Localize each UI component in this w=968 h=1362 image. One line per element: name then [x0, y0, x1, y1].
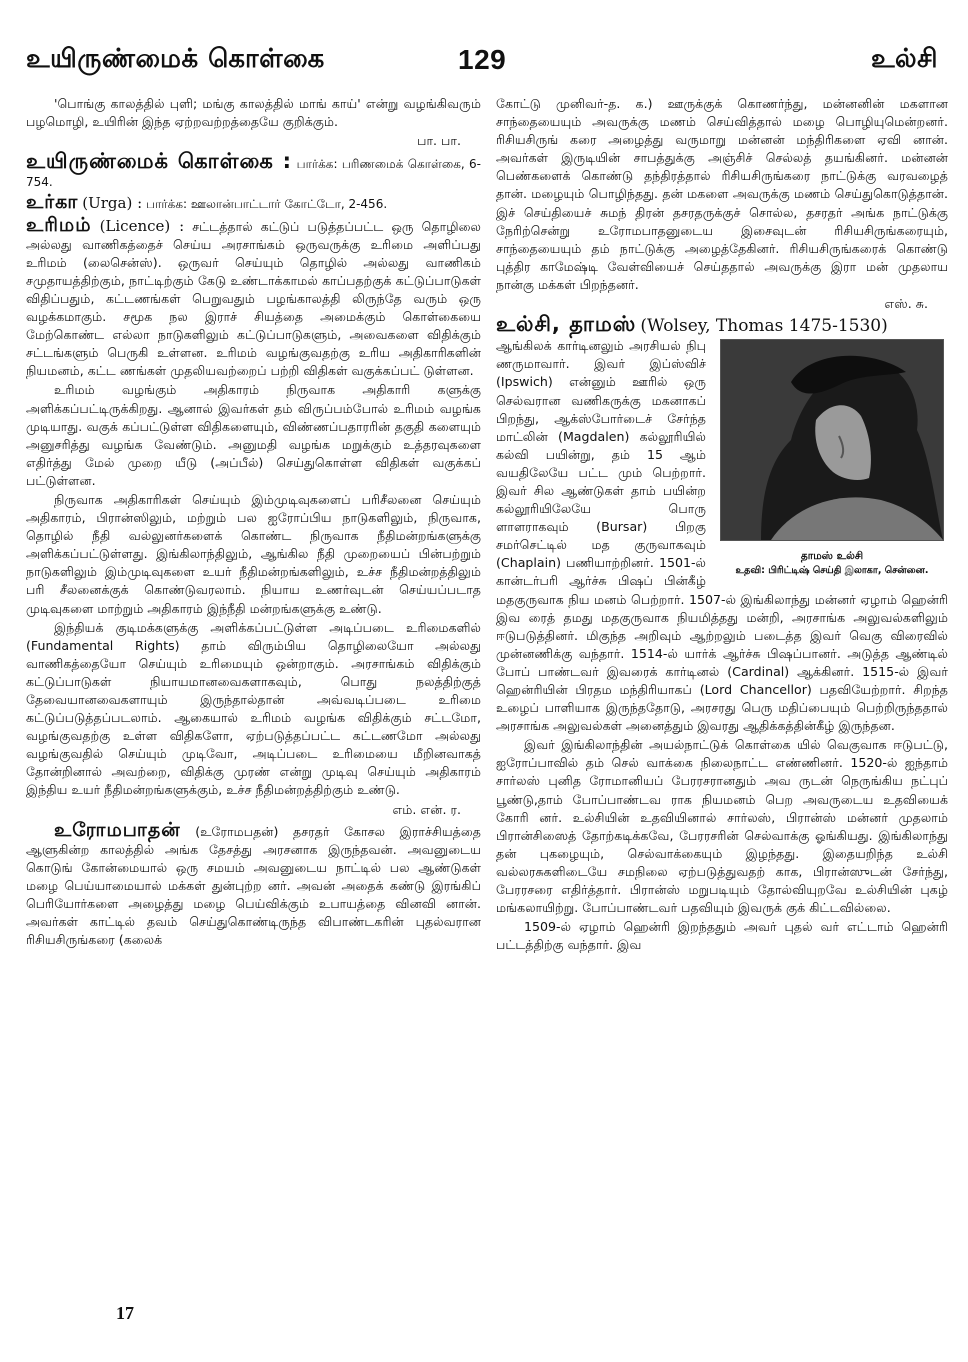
entry-paragraph: தசரதர் கோசல இராச்சியத்தை ஆளுகின்ற காலத்தில் அங்க தேசத்து அரசனாக இருந்தவன். அவனுடைய கொடுங் கோன்மையால் ஒரு சமயம் அவனுடைய நாட்டில் பல ஆண்டுகள் மழை பெய்யாமையால் மக்கள் துன்புற்ற னர். அவன் அதைக் கண்டு இரங்கிப் பெரியோர்களை அழைத்து மழை பெய்விக்கும் உபாயத்தை வினவி னான். அவர்கள் காட்டில் தவம் செய்துகொண்டிருந்த விபாண்டகரின் புதல்வரான ரிசியசிருங்கரை (கலைக் [26, 823, 481, 948]
entry-paragraph: நிருவாக அதிகாரிகள் செய்யும் இம்முடிவுகளைப் பரிசீலனை செய்யும் அதிகாரம், பிரான்ஸிலும், மற்றும் பல ஐரோப்பிய நாடுகளிலும், நிருவாக, தொழில் நீதி வல்லுனர்களைக் கொண்ட நிருவாக நீதிமன்றங்களுக்கு அளிக்கப்பட்டுள்ளது. இங்கிலாந்திலும், ஆங்கில நீதி முறையைப் பின்பற்றும் நாடுகளிலும் இம்முடிவுகளை உயர் நீதிமன்றங்களிலும், உச்ச நீதிமன்றத்திலும் பரி சீலனைக்குக் கொண்டுவரலாம். நியாய உணர்வுடன் செய்யப்படாத முடிவுகளை மாற்றும் அதிகாரம் இந்நீதி மன்றங்களுக்கு உண்டு. [26, 491, 481, 616]
entry-latin-name: (Licence) : [99, 216, 185, 235]
left-column [26, 95, 481, 950]
entry-headword: உரிமம் [26, 213, 92, 236]
entry-latin-name: (Wolsey, Thomas 1475-1530) [640, 316, 888, 337]
intro-paragraph: 'பொங்கு காலத்தில் புளி; மங்கு காலத்தில் மாங் காய்' என்று வழங்கிவரும் பழமொழி, உயிரின் இந்த ஏற்றவற்றத்தையே குறிக்கும். [26, 96, 481, 130]
portrait-caption: தாமஸ் உல்சி [800, 550, 864, 563]
intro-signature: பா. பா. [417, 133, 461, 149]
entry-signature: எம். என். ர. [392, 801, 461, 817]
entry-latin-name: (Urga) : [82, 194, 143, 213]
entry-paragraph: ஆங்கிலக் கார்டினலும் அரசியல் நிபு ணருமாவார். இவர் இப்ஸ்விச் (Ipswich) என்னும் ஊரில் ஒரு செல்வரான வணிகருக்கு மகனாகப் பிறந்து, ஆக்ஸ்போர்டைச் சேர்ந்த மாட்லின் (Magdalen) கல்லூரியில் கல்வி பயின்று, தம் 15 ஆம் வயதிலேயே பட்ட மும் பெற்றார். இவர் சில ஆண்டுகள் தாம் பயின்ற கல்லூரியிலேயே பொரு ளாளராகவும் (Bursar) பிறகு சமர்செட்டில் மத குருவாகவும் (Chaplain) பணியாற்றினர். 1501-ல் கான்டர்பரி ஆர்ச்சு பிஷப் பின்கீழ் மதகுருவாக நிய மனம் பெற்றார். 1507-ல் இங்கிலாந்து மன்னர் ஏழாம் ஹென்ரி இவ ரைத் தமது மதகுருவாக நியமித்தது மன்றி, அரசாங்க அலுவல்களிலும் ஈடுபடுத்தினர். மிகுந்த அறிவும் ஆற்றலும் படைத்த இவர் வெகு விரைவில் முன்னணிக்கு வந்தார். 1514-ல் யார்க் ஆர்ச்சு பிஷப்பானர். அடுத்த ஆண்டில் போப் பாண்டவர் இவரைக் கார்டினல் (Cardinal) ஆக்கினர். 1515-ல் இவர் ஹென்ரியின் பிரதம மந்திரியாகப் (Lord Chancellor) பதவியேற்றார். சிறந்த உழைப் பாளியாக இருந்ததோடு, அரசரது பெரு மதிப்பையும் பெற்றிருந்ததால் அரசாங்க அலுவல்கள் அனைத்தும் இவரது ஆதிக்கத்தின்கீழ் இருந்தன. [496, 338, 948, 734]
signature-mark: 17 [116, 1303, 134, 1323]
entry-paragraph: சட்டத்தால் கட்டுப் படுத்தப்பட்ட ஒரு தொழிலை அல்லது வாணிகத்தைச் செய்ய அரசாங்கம் ஒருவருக்கு உரிமை அளிப்பது உரிமம் (லைசென்ஸ்). ஒருவர் செய்யும் தொழில் அல்லது வாணிகம் சமுதாயத்திற்கும், நாட்டிற்கும் கேடு உண்டாக்காமல் காப்பதற்குக் கட்டுப்பாடுகள் விதிப்பதும், கட்டணங்கள் பெறுவதும் பழங்காலத்தி லிருந்தே வரும் ஒரு வழக்கமாகும். சமூக நல இராச் சியத்தை அமைக்கும் கொள்கையை மேற்கொண்ட எல்லா நாடுகளிலும் கட்டுப்பாடுகளும், அவைகளை விதிக்கும் சட்டங்களும் பெருகி உள்ளன. உரிமம் வழங்குவதற்கு உரிய அதிகாரிகளின் நியமனம், கட்ட ணங்கள் முதலியவற்றைப் பற்றி விதிகள் வகுக்கப்பட் டுள்ளன. [26, 218, 481, 379]
running-head-right: உல்சி [870, 44, 938, 74]
portrait-credit: உதவி: பிரிட்டிஷ் செய்தி இலாகா, சென்னை. [735, 565, 929, 577]
portrait-figure [716, 339, 948, 578]
entry-uromapathan [26, 818, 481, 950]
entry-paragraph-continued: கோட்டு முனிவர்-த. க.) ஊருக்குக் கொணர்ந்து, மன்னனின் மகளான சாந்தையையும் அவருக்கு மணம் செய்வித்தால் மழை பொழியுமென்றனர். ரிசியசிருங் கரை அழைத்து வருமாறு மன்னன் மந்திரிகளை ஏவி னான். அவர்கள் இருடியின் சாபத்துக்கு அஞ்சிச் செல்லத் தயங்கினர். மன்னன் பெண்களைக் கொண்டு தந்திரத்தால் ரிசியசிருங்கரை நாட்டுக்கு வரவழைத் தான். மழையும் பொழிந்தது. தன் மகளை அவருக்கு மணம் செய்துகொடுத்தான். இச் செய்தியைச் சுமந் திரன் தசரதருக்குச் சொல்ல, தசரதர் அங்க நாட்டுக்கு நேரிற்சென்று உரோமபாதனுடைய இசைவுடன் ரிசியசிருங்கரையும், சாந்தையையும் தம் நாட்டுக்கு அழைத்தேகினர். ரிசியசிருங்கரைக் கொண்டு புத்திர காமேஷ்டி வேள்வியைச் செய்ததால் அவருக்கு இரா மன் முதலாய நான்கு மக்கள் பிறந்தனர். [496, 96, 948, 292]
entry-headword: உயிருண்மைக் கொள்கை : [26, 149, 293, 174]
portrait-drawing [721, 340, 943, 540]
entry-paragraph: இந்தியக் குடிமக்களுக்கு அளிக்கப்பட்டுள்ள அடிப்படை உரிமைகளில் (Fundamental Rights) தாம் விரும்பிய தொழிலையோ அல்லது வாணிகத்தையோ செய்யும் உரிமையும் ஒன்றாகும். அரசாங்கம் விதிக்கும் கட்டுப்பாடுகள் நியாயமானவைகளாகவும், பொது நலத்திற்குத் தேவையானவைகளாயும் இருந்தால்தான் அவ்வடிப்படை உரிமை கட்டுப்படுத்தப்படலாம். ஆகையால் உரிமம் வழங்க விதிக்கும் சட்டமோ, வழங்குவதற்கு உள்ள விதிகளோ, ஏற்படுத்தப்பட்ட கட்டணமோ அல்லது வழங்குவதில் செய்யும் முடிவோ, அடிப்படை உரிமையை மீறினவாகத் தோன்றினால் அவற்றை, விதிக்கு முரண் என்று முடிவு செய்யும் அதிகாரம் இந்திய உயர் நீதிமன்றங்களுக்கும், உச்ச நீதிமன்றத்திற்கும் உண்டு. [26, 619, 481, 798]
page-number: 129 [458, 44, 507, 75]
entry-signature: எஸ். சு. [884, 296, 928, 312]
entry-crossref: பார்க்க: பரிணமைக் கொள்கை, 6-754. [26, 157, 481, 190]
entry-headword: உல்சி, தாமஸ் [496, 312, 637, 337]
portrait-image [720, 339, 944, 541]
entry-crossref: பார்க்க: ஊலான்பாட்டார் கோட்டோ, 2-456. [146, 197, 388, 212]
entry-wolsey [496, 312, 948, 954]
entry-headword: உரோமபாதன் [54, 818, 181, 841]
entry-paragraph: உரிமம் வழங்கும் அதிகாரம் நிருவாக அதிகாரி களுக்கு அளிக்கப்பட்டிருக்கிறது. ஆனால் இவர்கள் தம் விருப்பம்போல் உரிமம் வழங்க முடியாது. வகுக் கப்பட்டுள்ள விதிகளையும், விண்ணப்பதாரரின் தகுதி களையும் அனுசரித்து வழங்க வேண்டும். அனுமதி வழங்க மறுக்கும் உத்தரவுகளை எதிர்த்து மேல் முறை யீடு (அப்பீல்) செய்துகொள்ள விதிகள் வகுக்கப் பட்டுள்ளன. [26, 382, 481, 488]
entry-alt-name: (உரோமபதன்) [195, 823, 279, 839]
right-column [496, 95, 948, 955]
entry-paragraph: இவர் இங்கிலாந்தின் அயல்நாட்டுக் கொள்கை யில் வெகுவாக ஈடுபட்டு, ஐரோப்பாவில் தம் செல் வாக்கை நிலைநாட்ட எண்ணினர். 1520-ல் ஐந்தாம் சார்லஸ் புனித ரோமானியப் பேரரசரானதும் அவ ருடன் நெருங்கிய நட்புப் பூண்டு,தாம் போப்பாண்டவ ராக நியமனம் பெற அவருடைய உதவியைக் கோரி னர். உல்சியின் உதவியினால் சார்லஸ், பிரான்ஸ் மன்னர் முதலாம் பிரான்சிஸைத் தோற்கடிக்கவே, பேரரசரின் செல்வாக்கு ஓங்கியது. இங்கிலாந்து தன் புகழையும், செல்வாக்கையும் இழந்தது. இதையறிந்த உல்சி வல்லரசுகளிடையே சமநிலை ஏற்படுத்துவதற் காக, பிரான்ஸுடன் சேர்ந்து, பேரரசரை எதிர்த்தார். பிரான்ஸ் மறுபடியும் தோல்வியுறவே உல்சியின் புகழ் மங்கலாயிற்று. போப்பாண்டவர் பதவியும் இவருக் குக் கிட்டவில்லை. [496, 737, 948, 916]
entry-urga [26, 193, 481, 213]
entry-paragraph: 1509-ல் ஏழாம் ஹென்ரி இறந்ததும் அவர் புதல் வர் எட்டாம் ஹென்ரி பட்டத்திற்கு வந்தார். இவ [496, 919, 948, 953]
entry-headword: உர்கா [26, 191, 79, 214]
running-head-left: உயிருண்மைக் கொள்கை [26, 44, 325, 74]
entry-uyirunmai [26, 149, 481, 191]
entry-urimam [26, 213, 481, 819]
